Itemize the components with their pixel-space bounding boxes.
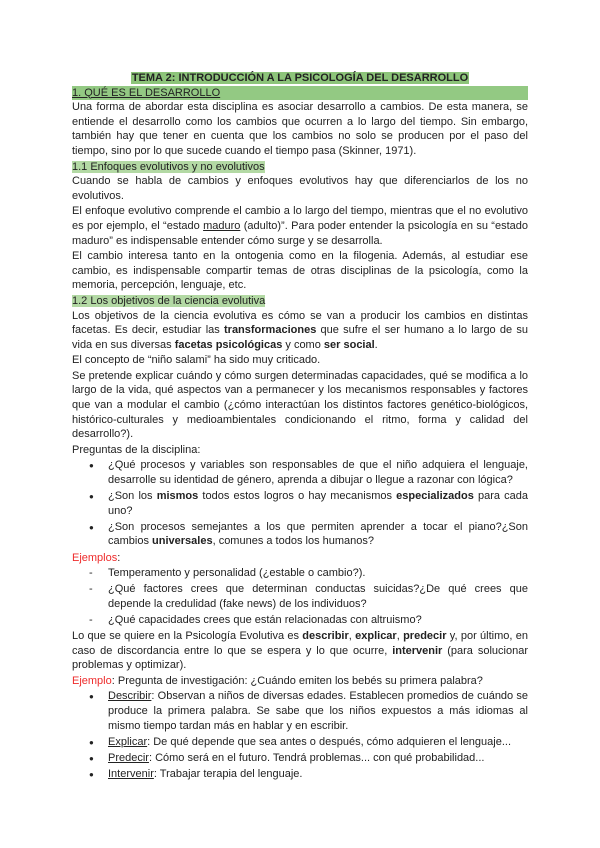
underlined-text: Explicar	[108, 735, 148, 748]
dash-list	[72, 566, 528, 627]
bold-text: describir	[302, 629, 349, 642]
document-page	[72, 71, 528, 783]
text-run: ¿Qué procesos y variables son responsables de que el niño adquiera el lenguaje, desarrolle su identidad de género, aprenda a dibujar o llegue a razonar con lógica?	[108, 459, 528, 487]
subsection-heading	[72, 294, 528, 309]
underlined-text: Predecir	[108, 751, 149, 764]
text-run: .	[374, 338, 378, 351]
subsection-heading	[72, 160, 528, 175]
paragraph	[72, 443, 528, 458]
paragraph	[72, 249, 528, 293]
paragraph	[72, 551, 528, 566]
text-run: , comunes a todos los humanos?	[212, 535, 375, 548]
underlined-text: maduro	[203, 219, 241, 232]
text-run: todos estos logros o hay mecanismos	[198, 490, 397, 503]
text-run: ¿Qué capacidades crees que están relacionadas con altruismo?	[108, 613, 422, 626]
text-run: Temperamento y personalidad (¿estable o cambio?).	[108, 567, 366, 580]
text-run: para cada uno?	[108, 490, 529, 517]
bold-text: ser social	[323, 338, 375, 351]
text-run: ¿Son los	[108, 490, 157, 503]
dash-marker-icon: -	[89, 613, 93, 626]
list-item	[72, 767, 528, 782]
section-heading	[72, 86, 528, 101]
highlight	[72, 161, 265, 173]
text-run: El concepto de “niño salami” ha sido muy criticado.	[72, 354, 321, 367]
bold-text: facetas psicológicas	[174, 338, 283, 351]
list-item	[72, 566, 528, 581]
list-item	[72, 751, 528, 766]
underlined-text: Describir	[108, 690, 152, 703]
example-label: Ejemplo	[72, 674, 112, 687]
bullet-icon: ●	[89, 769, 94, 779]
bold-text: transformaciones	[224, 324, 317, 337]
paragraph	[72, 369, 528, 442]
list-item	[72, 613, 528, 628]
text-run: Una forma de abordar esta disciplina es asociar desarrollo a cambios. De esta manera, se entiende el desarrollo como los cambios que ocurren a lo largo del tiempo. Sin embargo, también hay que tener en cuenta que los cambios no solo se producen por el paso del tiempo, sino por lo que sucede cuando el tiempo pasa (Skinner, 1971).	[72, 101, 528, 157]
text-run: que sufre el ser humano a lo largo de su vida en sus diversas	[72, 324, 528, 351]
paragraph	[72, 309, 528, 353]
dash-marker-icon: -	[89, 567, 93, 580]
highlight	[72, 295, 265, 307]
text-run: TEMA 2: INTRODUCCIÓN A LA PSICOLOGÍA DEL DESARROLLO	[131, 72, 469, 84]
text-run: ¿Qué factores crees que determinan conductas suicidas?¿De qué crees que depende la credulidad (fake news) de los individuos?	[108, 583, 528, 610]
text-run: Se pretende explicar cuándo y cómo surgen determinadas capacidades, qué se modifica a lo largo de la vida, qué aspectos van a permanecer y los mecanismos responsables y factores que van a modular el cambio (¿cómo interactúan los distintos factores genético-biológicos, histórico-culturales y medioambientales condicionando el ritmo, forma y calidad del desarrollo?).	[72, 369, 528, 441]
list-item	[72, 689, 528, 733]
text-run: : Cómo será en el futuro. Tendrá problemas... con qué probabilidad...	[148, 751, 485, 764]
example-label: Ejemplos	[72, 551, 118, 564]
text-run: ,	[396, 629, 404, 642]
list-item	[72, 458, 528, 487]
text-run: ,	[348, 629, 356, 642]
paragraph	[72, 204, 528, 248]
text-run: 1. QUÉ ES EL DESARROLLO	[72, 86, 221, 99]
text-run: 1.2 Los objetivos de la ciencia evolutiva	[72, 294, 266, 307]
bullet-list	[72, 689, 528, 781]
bold-text: mismos	[156, 490, 199, 503]
list-item	[72, 582, 528, 611]
text-run: : Trabajar terapia del lenguaje.	[153, 767, 303, 780]
text-run: ¿Son procesos semejantes a los que permiten aprender a tocar el piano?¿Son cambios	[108, 520, 528, 548]
text-run: 1.1 Enfoques evolutivos y no evolutivos	[72, 160, 265, 173]
text-run: : Pregunta de investigación: ¿Cuándo emiten los bebés su primera palabra?	[111, 674, 483, 687]
list-item	[72, 520, 528, 549]
text-run: Lo que se quiere en la Psicología Evolutiva es	[72, 629, 303, 642]
paragraph	[72, 629, 528, 673]
paragraph	[72, 174, 528, 203]
bold-text: intervenir	[392, 644, 443, 657]
bullet-icon: ●	[89, 737, 94, 747]
dash-marker-icon: -	[89, 583, 93, 596]
text-run: Cuando se habla de cambios y enfoques evolutivos hay que diferenciarlos de los no evolutivos.	[72, 175, 528, 202]
text-run: El cambio interesa tanto en la ontogenia como en la filogenia. Además, al estudiar ese cambio, es indispensable compartir temas de otras disciplinas de la psicología, como la memoria, percepción, lenguaje, etc.	[72, 250, 528, 292]
text-run: El enfoque evolutivo comprende el cambio a lo largo del tiempo, mientras que el no evolutivo es por ejemplo, el “estado	[72, 205, 528, 232]
paragraph	[72, 353, 528, 368]
bullet-icon: ●	[89, 492, 94, 502]
text-run: : Observan a niños de diversas edades. Establecen promedios de cuándo se produce la primera palabra. Se sabe que los niños expuestos a más idiomas al mismo tiempo tardan más en hablar y en escribir.	[108, 690, 528, 732]
bullet-icon: ●	[89, 692, 94, 702]
bullet-icon: ●	[89, 522, 94, 532]
text-run: :	[117, 551, 121, 564]
bold-text: universales	[152, 535, 213, 548]
text-run: Los objetivos de la ciencia evolutiva es cómo se van a producir los cambios en distintas facetas. Es decir, estudiar las	[72, 309, 528, 337]
underlined-text: Intervenir	[108, 767, 154, 780]
paragraph	[72, 674, 528, 689]
bold-text: especializados	[396, 490, 474, 503]
page-title	[72, 71, 528, 86]
paragraph	[72, 100, 528, 158]
highlight	[131, 72, 469, 84]
bold-text: predecir	[403, 629, 447, 642]
text-run: Preguntas de la disciplina:	[72, 443, 201, 456]
text-run: y como	[282, 338, 324, 351]
list-item	[72, 735, 528, 750]
bullet-icon: ●	[89, 753, 94, 763]
bullet-list	[72, 458, 528, 549]
text-run: y, por último, en caso de discordancia entre lo que se espera y lo que ocurre,	[72, 629, 528, 657]
list-item	[72, 489, 528, 518]
text-run: (para solucionar problemas y optimizar).	[72, 644, 528, 672]
bold-text: explicar	[355, 629, 397, 642]
text-run: : De qué depende que sea antes o después, cómo adquieren el lenguaje...	[147, 735, 512, 748]
text-run: (adulto)”. Para poder entender la psicología en su “estado maduro” es indispensable entender cómo surge y se desarrolla.	[72, 219, 528, 247]
bullet-icon: ●	[89, 461, 94, 471]
